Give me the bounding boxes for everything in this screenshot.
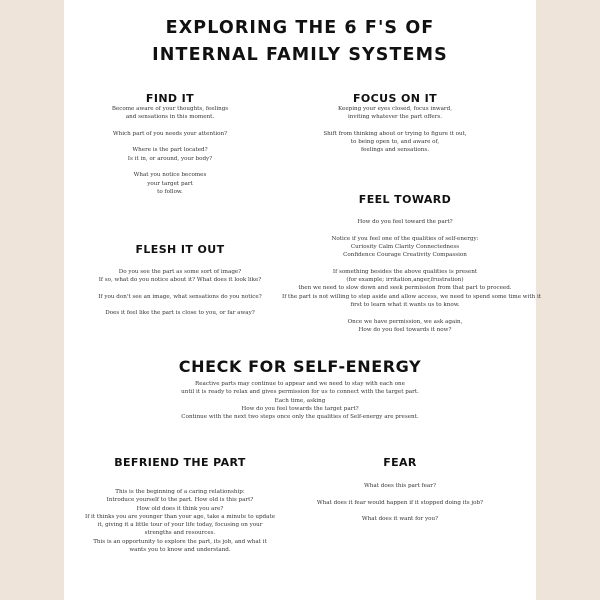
text-line: then we need to slow down and seek permission from that part to proceed. (298, 285, 512, 292)
feel-toward-text (282, 218, 542, 334)
text-line: to follow. (157, 188, 183, 195)
text-line (70, 285, 290, 293)
text-line (282, 259, 528, 267)
text-line: Introduce yourself to the part. How old is this part? (106, 497, 254, 504)
text-line: and sensations in this moment. (125, 114, 215, 121)
text-line (300, 490, 500, 498)
text-line: How do you feel towards the target part? (241, 405, 359, 412)
text-line: Continue with the next two steps once only the qualities of Self-energy are present. (181, 414, 419, 421)
text-line: feelings and sensations. (360, 147, 430, 154)
text-line: How do you feel toward the part? (357, 219, 453, 225)
text-line: If the part is not willing to step aside and allow access, we need to spend some time with it (282, 293, 542, 300)
text-line (85, 163, 255, 171)
befriend-the-part-text (85, 488, 275, 554)
text-line: to being open to, and aware of, (350, 139, 440, 146)
text-line: If something besides the above qualities is present (332, 268, 478, 275)
feel-toward-heading: FEEL TOWARD (358, 193, 452, 206)
text-line: If so, what do you notice about it? What does it look like? (98, 277, 262, 284)
text-line: What you notice becomes (133, 172, 207, 179)
check-for-self-energy-text (150, 380, 450, 421)
text-line: (for example; irritation,anger,frustration) (346, 277, 464, 284)
text-line: What does it want for you? (361, 516, 439, 523)
text-line: This is the beginning of a caring relationship: (115, 489, 245, 495)
text-line: If it thinks you are younger than your age, take a minute to update (85, 513, 276, 520)
text-line: Reactive parts may continue to appear and we need to stay with each one (195, 381, 405, 387)
text-line: Shift from thinking about or trying to figure it out, (323, 130, 467, 137)
text-line: What does this part fear? (364, 483, 436, 489)
text-line: This is an opportunity to explore the part, its job, and what it (93, 538, 267, 545)
text-line: Where is the part located? (132, 147, 208, 154)
text-line: Keeping your eyes closed, focus inward, (338, 106, 452, 112)
flesh-it-out-heading: FLESH IT OUT (135, 243, 225, 256)
text-line: until it is ready to relax and gives permission for us to connect with the target part. (181, 389, 419, 396)
text-line: it, giving it a little tour of your life today, focusing on your (97, 522, 263, 529)
page-title-line-2: INTERNAL FAMILY SYSTEMS (152, 45, 448, 65)
text-line: your target part (147, 180, 193, 187)
text-line: first to learn what it wants us to know. (350, 301, 460, 308)
text-line (85, 138, 255, 146)
text-line: How old does it think you are? (136, 505, 224, 512)
befriend-the-part-heading: BEFRIEND THE PART (114, 456, 246, 469)
text-line: Is it in, or around, your body? (127, 155, 213, 162)
text-line (300, 507, 500, 515)
text-line: Notice if you feel one of the qualities of self-energy: (331, 235, 479, 242)
fear-heading: FEAR (383, 456, 417, 469)
text-line: Once we have permission, we ask again, (347, 318, 463, 325)
text-line: Become aware of your thoughts, feelings (111, 106, 229, 112)
text-line (305, 122, 485, 130)
text-line: Do you see the part as some sort of image? (118, 269, 242, 275)
text-line (85, 122, 255, 130)
text-line: inviting whatever the part offers. (347, 114, 443, 121)
text-line: Which part of you needs your attention? (112, 130, 228, 137)
text-line: How do you feel towards it now? (358, 326, 452, 333)
find-it-text (85, 105, 255, 196)
text-line: Confidence Courage Creativity Compassion (343, 252, 467, 259)
page-title-line-1: EXPLORING THE 6 F'S OF (165, 18, 435, 38)
text-line: Does it feel like the part is close to you, or far away? (105, 310, 255, 317)
text-line: Each time, asking (274, 397, 326, 404)
text-line: If you don't see an image, what sensations do you notice? (98, 293, 262, 300)
text-line (70, 301, 290, 309)
text-line: strengths and resources. (144, 530, 216, 537)
text-line: wants you to know and understand. (129, 547, 231, 554)
fear-text (300, 482, 500, 523)
text-line (282, 226, 528, 234)
find-it-heading: FIND IT (145, 92, 195, 105)
text-line: What does it fear would happen if it stopped doing its job? (316, 499, 484, 506)
flesh-it-out-text (70, 268, 290, 318)
text-line (282, 309, 528, 317)
focus-on-it-heading: FOCUS ON IT (352, 92, 437, 105)
focus-on-it-text (305, 105, 485, 155)
check-for-self-energy-heading: CHECK FOR SELF-ENERGY (178, 357, 422, 376)
text-line: Curiosity Calm Clarity Connectedness (350, 243, 460, 250)
